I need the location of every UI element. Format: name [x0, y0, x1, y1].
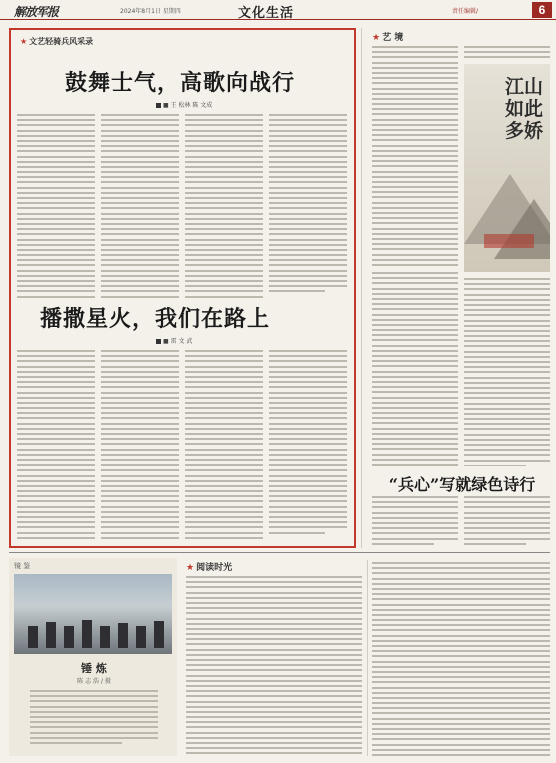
- star-icon: ★: [186, 563, 195, 573]
- article-2-col-3: [185, 350, 263, 542]
- photo-caption: [30, 690, 158, 750]
- editor-credit: 责任编辑/: [452, 8, 479, 15]
- article-2-col-4: [269, 350, 347, 542]
- section-title: 文化生活: [238, 6, 295, 21]
- headline-2: 播撒星火，我们在路上: [40, 306, 271, 332]
- article-2-col-1: [17, 350, 95, 542]
- star-icon: ★: [372, 33, 381, 43]
- photo-title: 锤 炼: [81, 662, 107, 675]
- yi-col-2-bottom: [464, 278, 550, 466]
- yi-col-2-top: [464, 46, 550, 60]
- yi-section-label-text: 艺 境: [382, 33, 404, 43]
- photo-figure: [64, 626, 74, 648]
- training-photo: [14, 574, 172, 654]
- painting-title: 江山如此多娇: [504, 76, 543, 142]
- painting-red-accent: [484, 234, 534, 248]
- yi-col-1-bottom: [372, 272, 458, 466]
- yuedu-col-2: [372, 562, 550, 758]
- yi-col-1-top: [372, 46, 458, 266]
- painting-mountain: [494, 199, 550, 259]
- article-1-col-1: [17, 114, 95, 300]
- article-1-col-3: [185, 114, 263, 300]
- byline-2-text: ■ 雷 文 武: [163, 338, 193, 345]
- yi-section-label: [372, 30, 403, 43]
- yi-col-1-end: [372, 496, 458, 546]
- article-2-col-2: [101, 350, 179, 542]
- photo-figure: [154, 621, 164, 648]
- yi-col-2-end: [464, 496, 550, 546]
- issue-date: 2024年8月1日 星期四: [120, 8, 181, 15]
- column-rule: [361, 28, 362, 548]
- jingu-label: 镜 鉴: [14, 562, 31, 570]
- photo-figure: [82, 620, 92, 648]
- star-icon: ★: [20, 37, 28, 46]
- article-1-col-2: [101, 114, 179, 300]
- byline-1: [156, 100, 212, 109]
- byline-1-text: ■ 王 松林 陈 文成: [163, 102, 213, 109]
- yuedu-section-label: [186, 560, 232, 573]
- photo-figure: [100, 626, 110, 648]
- photo-credit: 陈 志 浩 / 摄: [77, 678, 111, 685]
- page-number: 6: [532, 2, 552, 18]
- photo-figure: [136, 626, 146, 648]
- article-1-col-4: [269, 114, 347, 300]
- masthead: [0, 0, 556, 20]
- paper-name: 解放军报: [14, 5, 59, 19]
- bullet-icon: [156, 103, 161, 108]
- yuedu-col-1: [186, 576, 362, 758]
- feature-section-label-text: 文艺轻骑兵风采录: [29, 37, 94, 46]
- photo-figure: [28, 626, 38, 648]
- column-rule: [367, 560, 368, 756]
- yuedu-section-label-text: 阅读时光: [196, 563, 233, 573]
- section-divider: [9, 552, 550, 553]
- headline-3: “兵心”写就绿色诗行: [388, 475, 536, 494]
- photo-figure: [118, 623, 128, 648]
- feature-section-label: [20, 36, 93, 47]
- headline-1: 鼓舞士气，高歌向战行: [64, 70, 295, 96]
- bullet-icon: [156, 339, 161, 344]
- photo-figure: [46, 622, 56, 648]
- byline-2: [156, 336, 192, 345]
